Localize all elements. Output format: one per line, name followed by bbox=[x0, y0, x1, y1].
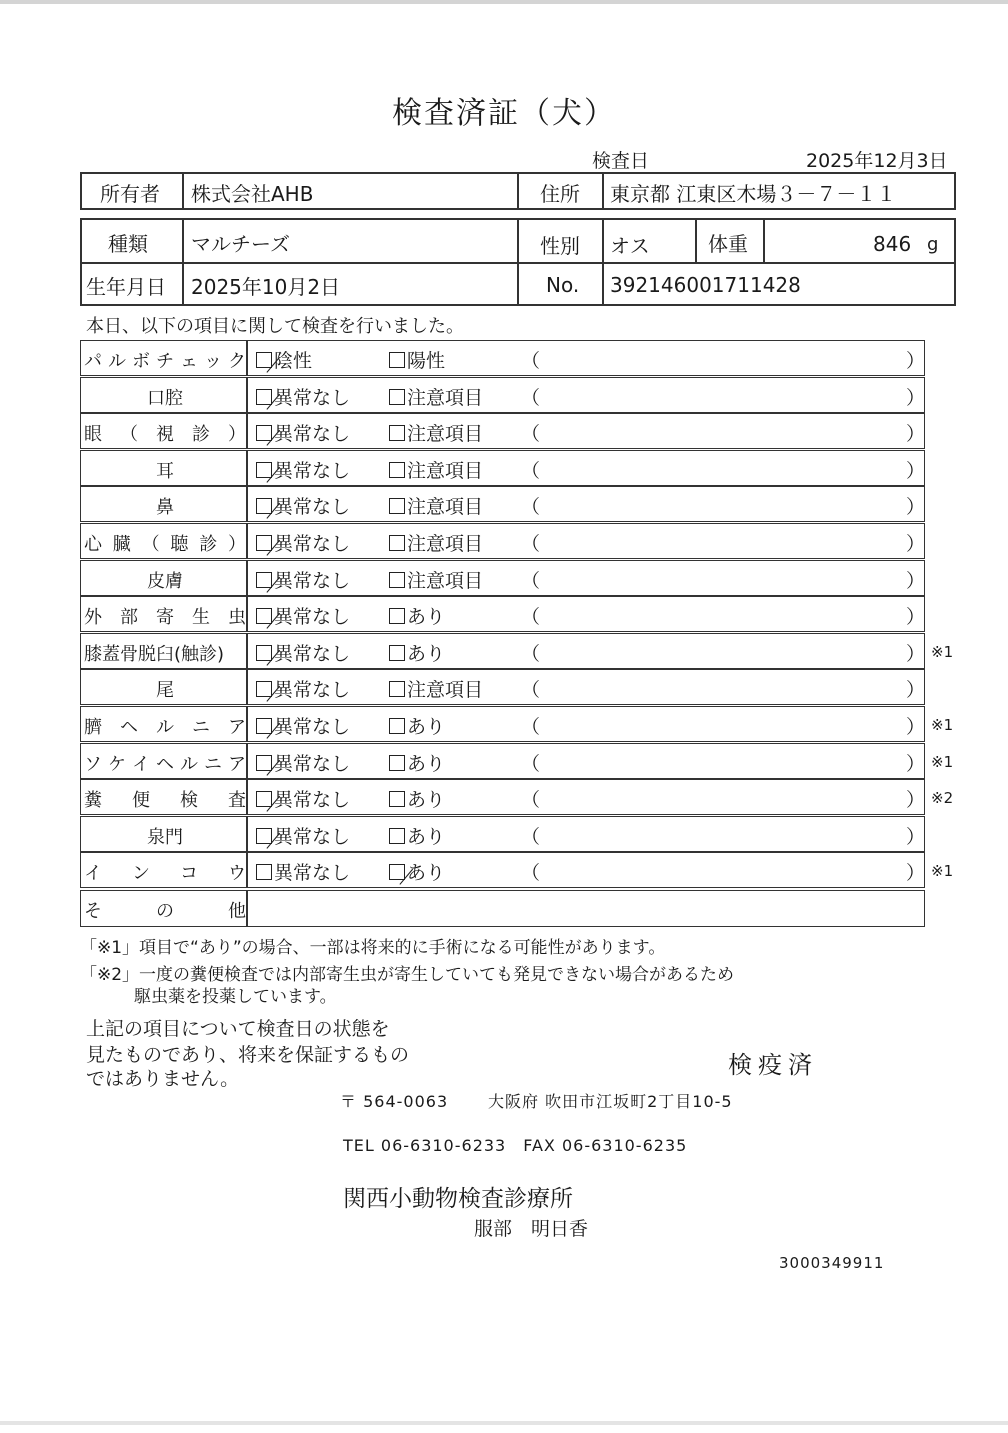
option-2 bbox=[389, 346, 445, 373]
checked-checkbox[interactable] bbox=[256, 828, 272, 844]
checked-checkbox[interactable] bbox=[256, 389, 272, 405]
clinic-name: 関西小動物検査診療所 bbox=[343, 1186, 573, 1212]
checkbox[interactable] bbox=[256, 864, 272, 880]
row-label: パ ル ボ チ ェ ッ ク bbox=[84, 351, 246, 372]
table-row bbox=[80, 450, 925, 486]
row-label: イ ン コ ウ bbox=[84, 863, 246, 884]
row-label: 眼 （ 視 診 ） bbox=[84, 424, 246, 445]
option-2 bbox=[389, 383, 483, 410]
owner-value: 株式会社AHB bbox=[191, 182, 314, 206]
paren-open: （ bbox=[521, 460, 541, 482]
paren-open: （ bbox=[521, 753, 541, 775]
option-1 bbox=[256, 492, 350, 519]
option-1 bbox=[256, 822, 350, 849]
divider bbox=[695, 218, 697, 262]
row-label: 皮 膚 bbox=[147, 571, 183, 592]
paren-close: ） bbox=[906, 350, 926, 372]
checked-checkbox[interactable] bbox=[256, 608, 272, 624]
owner-label: 所有者 bbox=[100, 182, 160, 206]
weight-label: 体重 bbox=[708, 232, 748, 256]
checked-checkbox[interactable] bbox=[256, 352, 272, 368]
option-2 bbox=[389, 858, 445, 885]
divider bbox=[763, 218, 765, 262]
paren-open: （ bbox=[521, 789, 541, 811]
checkbox[interactable] bbox=[389, 389, 405, 405]
option-2 bbox=[389, 785, 445, 812]
table-row bbox=[80, 560, 925, 596]
option-label: あり bbox=[407, 753, 446, 775]
checked-checkbox[interactable] bbox=[256, 425, 272, 441]
row-note: ※2 bbox=[931, 789, 954, 807]
disclaimer-line-1: 上記の項目について検査日の状態を bbox=[86, 1018, 390, 1040]
divider bbox=[246, 706, 248, 742]
table-row bbox=[80, 779, 954, 815]
divider bbox=[246, 633, 248, 669]
option-1 bbox=[256, 785, 350, 812]
row-label: 臍 ヘ ル ニ ア bbox=[84, 717, 246, 738]
inspector-name: 服部 明日香 bbox=[474, 1218, 589, 1240]
address-value: 東京都 江東区木場３－７－１１ bbox=[610, 182, 897, 206]
option-2 bbox=[389, 566, 483, 593]
option-label: あり bbox=[407, 826, 446, 848]
divider bbox=[246, 340, 248, 376]
divider bbox=[246, 596, 248, 632]
paren-close: ） bbox=[906, 496, 926, 518]
bottom-edge-line bbox=[0, 1421, 1008, 1425]
checkbox[interactable] bbox=[389, 755, 405, 771]
paren-open: （ bbox=[521, 606, 541, 628]
document-title: 検査済証（犬） bbox=[392, 96, 616, 131]
quarantine-stamp: 検疫済 bbox=[728, 1051, 818, 1079]
birth-label: 生年月日 bbox=[86, 275, 166, 299]
row-label: 外 部 寄 生 虫 bbox=[84, 607, 246, 628]
table-row bbox=[80, 413, 925, 449]
table-row-other bbox=[80, 890, 925, 927]
divider bbox=[246, 779, 248, 815]
divider bbox=[246, 377, 248, 413]
top-edge-line bbox=[0, 0, 1008, 4]
checked-checkbox[interactable] bbox=[389, 864, 405, 880]
paren-open: （ bbox=[521, 496, 541, 518]
checkbox[interactable] bbox=[389, 498, 405, 514]
option-2 bbox=[389, 675, 483, 702]
inspection-date-label: 検査日 bbox=[592, 150, 650, 172]
weight-value: 846 bbox=[873, 232, 912, 256]
option-1 bbox=[256, 419, 350, 446]
row-label: 糞 便 検 査 bbox=[84, 790, 246, 811]
option-2 bbox=[389, 419, 483, 446]
paren-close: ） bbox=[906, 387, 926, 409]
paren-close: ） bbox=[906, 460, 926, 482]
option-2 bbox=[389, 602, 445, 629]
paren-open: （ bbox=[521, 387, 541, 409]
row-label: 鼻 bbox=[156, 497, 174, 518]
option-label: 異常なし bbox=[274, 606, 351, 628]
disclaimer-line-3: ではありません。 bbox=[86, 1068, 240, 1090]
option-label: 異常なし bbox=[274, 826, 351, 848]
paren-close: ） bbox=[906, 789, 926, 811]
paren-close: ） bbox=[906, 753, 926, 775]
option-label: あり bbox=[407, 789, 446, 811]
checked-checkbox[interactable] bbox=[256, 718, 272, 734]
checkbox[interactable] bbox=[389, 535, 405, 551]
divider bbox=[80, 262, 956, 264]
paren-open: （ bbox=[521, 826, 541, 848]
breed-label: 種類 bbox=[108, 232, 148, 256]
paren-open: （ bbox=[521, 716, 541, 738]
table-row bbox=[80, 377, 925, 413]
divider bbox=[246, 450, 248, 486]
divider bbox=[517, 172, 519, 210]
row-label: ソ ケ イ ヘ ル ニ ア bbox=[84, 754, 246, 775]
option-label: 異常なし bbox=[274, 460, 351, 482]
checkbox[interactable] bbox=[389, 645, 405, 661]
paren-close: ） bbox=[906, 533, 926, 555]
checked-checkbox[interactable] bbox=[256, 498, 272, 514]
number-label: No. bbox=[546, 273, 580, 297]
option-2 bbox=[389, 712, 445, 739]
footnote-2-line-2: 駆虫薬を投薬しています。 bbox=[134, 987, 337, 1007]
option-1 bbox=[256, 858, 350, 885]
paren-close: ） bbox=[906, 862, 926, 884]
option-label: 異常なし bbox=[274, 789, 351, 811]
clinic-address: 大阪府 吹田市江坂町2丁目10-5 bbox=[488, 1092, 733, 1111]
checked-checkbox[interactable] bbox=[256, 791, 272, 807]
checked-checkbox[interactable] bbox=[256, 755, 272, 771]
option-1 bbox=[256, 346, 312, 373]
option-label: 注意項目 bbox=[407, 460, 484, 482]
option-1 bbox=[256, 749, 350, 776]
option-label: 異常なし bbox=[274, 862, 351, 884]
row-label: 口 腔 bbox=[147, 388, 183, 409]
paren-open: （ bbox=[521, 570, 541, 592]
divider bbox=[246, 852, 248, 888]
serial-number: 3000349911 bbox=[779, 1254, 885, 1272]
option-label: あり bbox=[407, 606, 446, 628]
row-note: ※1 bbox=[931, 862, 954, 880]
option-2 bbox=[389, 529, 483, 556]
divider bbox=[246, 560, 248, 596]
row-label: 泉 門 bbox=[147, 827, 183, 848]
option-label: 異常なし bbox=[274, 496, 351, 518]
paren-open: （ bbox=[521, 533, 541, 555]
divider bbox=[246, 743, 248, 779]
option-label: 異常なし bbox=[274, 423, 351, 445]
option-2 bbox=[389, 822, 445, 849]
option-label: あり bbox=[407, 643, 446, 665]
paren-close: ） bbox=[906, 423, 926, 445]
divider bbox=[246, 523, 248, 559]
paren-open: （ bbox=[521, 862, 541, 884]
option-label: 注意項目 bbox=[407, 533, 484, 555]
option-label: 注意項目 bbox=[407, 570, 484, 592]
option-label: 異常なし bbox=[274, 533, 351, 555]
table-row bbox=[80, 816, 925, 852]
footnote-1: 「※1」項目で“あり”の場合、一部は将来的に手術になる可能性があります。 bbox=[80, 938, 666, 958]
option-1 bbox=[256, 529, 350, 556]
checkbox[interactable] bbox=[389, 572, 405, 588]
checked-checkbox[interactable] bbox=[256, 462, 272, 478]
divider bbox=[182, 172, 184, 210]
option-1 bbox=[256, 712, 350, 739]
option-label: 異常なし bbox=[274, 387, 351, 409]
paren-close: ） bbox=[906, 643, 926, 665]
option-1 bbox=[256, 675, 350, 702]
paren-open: （ bbox=[521, 350, 541, 372]
birth-value: 2025年10月2日 bbox=[191, 275, 341, 299]
checkbox[interactable] bbox=[389, 462, 405, 478]
divider bbox=[246, 816, 248, 852]
table-row bbox=[80, 706, 954, 742]
option-label: 注意項目 bbox=[407, 423, 484, 445]
row-label: そ の 他 bbox=[84, 901, 246, 922]
checkbox[interactable] bbox=[389, 352, 405, 368]
option-1 bbox=[256, 456, 350, 483]
checkbox[interactable] bbox=[389, 828, 405, 844]
clinic-phone: TEL 06-6310-6233 FAX 06-6310-6235 bbox=[343, 1136, 688, 1155]
row-label: 膝蓋骨脱臼(触診) bbox=[84, 644, 225, 665]
option-2 bbox=[389, 749, 445, 776]
table-row bbox=[80, 486, 925, 522]
divider bbox=[602, 172, 604, 210]
table-row bbox=[80, 852, 954, 888]
row-label: 尾 bbox=[156, 680, 174, 701]
paren-open: （ bbox=[521, 423, 541, 445]
option-label: 異常なし bbox=[274, 716, 351, 738]
table-row bbox=[80, 743, 954, 779]
table-row bbox=[80, 633, 954, 669]
option-1 bbox=[256, 566, 350, 593]
address-label: 住所 bbox=[540, 182, 580, 206]
checked-checkbox[interactable] bbox=[256, 572, 272, 588]
option-2 bbox=[389, 492, 483, 519]
divider bbox=[246, 413, 248, 449]
option-1 bbox=[256, 639, 350, 666]
option-1 bbox=[256, 383, 350, 410]
divider bbox=[246, 486, 248, 522]
inspection-date-value: 2025年12月3日 bbox=[806, 150, 948, 172]
weight-unit: g bbox=[927, 234, 939, 255]
option-label: 注意項目 bbox=[407, 496, 484, 518]
number-value: 392146001711428 bbox=[610, 273, 801, 297]
disclaimer-line-2: 見たものであり、将来を保証するもの bbox=[86, 1044, 410, 1066]
option-1 bbox=[256, 602, 350, 629]
option-label: 異常なし bbox=[274, 570, 351, 592]
option-label: 注意項目 bbox=[407, 679, 484, 701]
divider bbox=[246, 890, 248, 927]
paren-close: ） bbox=[906, 716, 926, 738]
divider bbox=[246, 669, 248, 705]
footnote-2-line-1: 「※2」一度の糞便検査では内部寄生虫が寄生していても発見できない場合があるため bbox=[80, 965, 735, 985]
row-note: ※1 bbox=[931, 753, 954, 771]
checkbox[interactable] bbox=[389, 718, 405, 734]
row-note: ※1 bbox=[931, 716, 954, 734]
paren-close: ） bbox=[906, 606, 926, 628]
paren-open: （ bbox=[521, 643, 541, 665]
option-label: 異常なし bbox=[274, 679, 351, 701]
row-label: 耳 bbox=[156, 461, 174, 482]
checkbox[interactable] bbox=[389, 681, 405, 697]
table-row bbox=[80, 596, 925, 632]
paren-open: （ bbox=[521, 679, 541, 701]
breed-value: マルチーズ bbox=[191, 232, 290, 256]
paren-close: ） bbox=[906, 826, 926, 848]
option-label: あり bbox=[407, 862, 446, 884]
option-label: 陰性 bbox=[274, 350, 313, 372]
checkbox[interactable] bbox=[389, 791, 405, 807]
option-label: 注意項目 bbox=[407, 387, 484, 409]
option-2 bbox=[389, 456, 483, 483]
row-note: ※1 bbox=[931, 643, 954, 661]
option-label: 陽性 bbox=[407, 350, 446, 372]
paren-close: ） bbox=[906, 679, 926, 701]
row-label: 心 臓 （ 聴 診 ） bbox=[84, 534, 246, 555]
checked-checkbox[interactable] bbox=[256, 681, 272, 697]
table-row bbox=[80, 340, 925, 376]
sex-label: 性別 bbox=[540, 234, 580, 258]
checkbox[interactable] bbox=[389, 425, 405, 441]
option-label: 異常なし bbox=[274, 643, 351, 665]
checked-checkbox[interactable] bbox=[256, 645, 272, 661]
sex-value: オス bbox=[610, 234, 650, 258]
paren-close: ） bbox=[906, 570, 926, 592]
table-row bbox=[80, 523, 925, 559]
option-label: 異常なし bbox=[274, 753, 351, 775]
checked-checkbox[interactable] bbox=[256, 535, 272, 551]
intro-text: 本日、以下の項目に関して検査を行いました。 bbox=[86, 316, 464, 337]
option-label: あり bbox=[407, 716, 446, 738]
table-row bbox=[80, 669, 925, 705]
option-2 bbox=[389, 639, 445, 666]
checkbox[interactable] bbox=[389, 608, 405, 624]
postal-code: 〒 564-0063 bbox=[340, 1092, 449, 1111]
